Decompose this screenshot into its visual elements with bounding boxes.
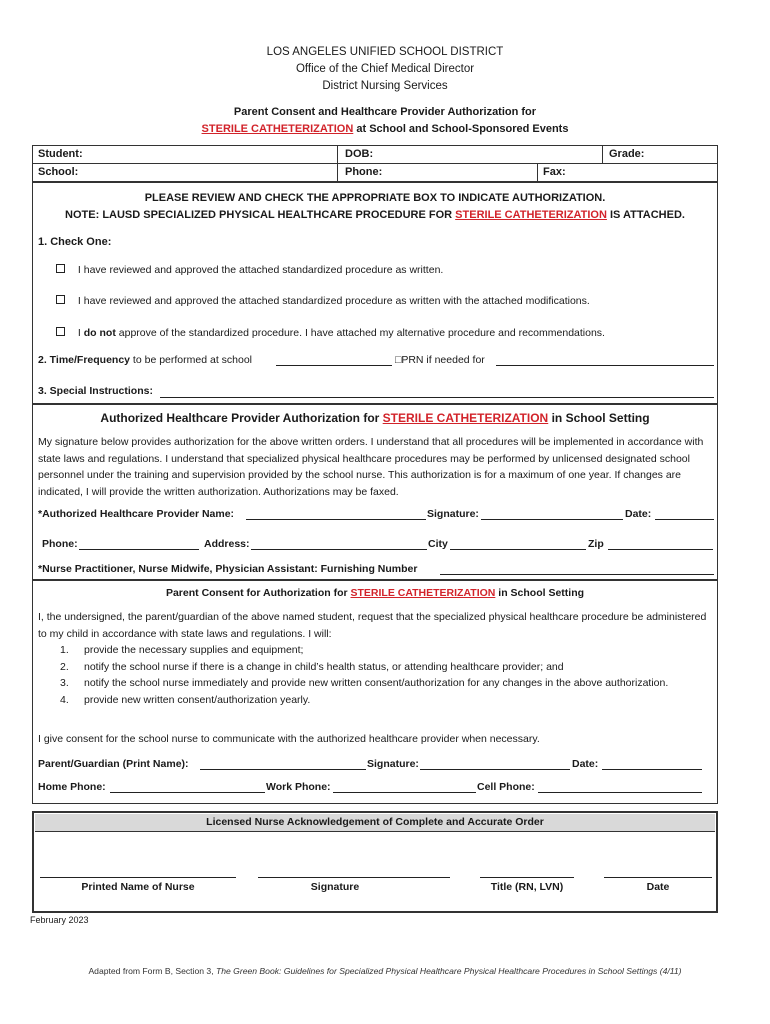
guardian-name-field[interactable] — [200, 758, 366, 770]
procedure-note — [32, 209, 718, 221]
form-title-rest: at School and School-Sponsored Events — [353, 123, 569, 135]
student-label: Student: — [38, 148, 83, 160]
list-item — [60, 692, 710, 709]
option-not-approved — [56, 327, 605, 339]
parent-heading-procedure: STERILE CATHETERIZATION — [350, 587, 496, 599]
provider-city-label: City — [428, 538, 448, 550]
list-item-text: notify the school nurse if there is a change in child’s health status, or attending healthcare provider; and — [84, 660, 564, 673]
provider-address-field[interactable] — [251, 538, 427, 550]
special-instructions-field[interactable] — [160, 386, 714, 398]
list-item-text: provide new written consent/authorization yearly. — [84, 693, 311, 706]
adapted-from-note — [0, 966, 770, 976]
time-frequency-field[interactable] — [276, 354, 392, 366]
provider-heading-prefix: Authorized Healthcare Provider Authorization for — [100, 411, 383, 425]
nurse-heading: Licensed Nurse Acknowledgement of Complete and Accurate Order — [206, 816, 544, 828]
adapted-source-title: The Green Book: Guidelines for Specialized Physical Healthcare Physical Healthcare Procedures in School Settings (4/11) — [215, 966, 682, 976]
list-item-number: 2. — [60, 660, 69, 673]
list-item-number: 4. — [60, 693, 69, 706]
not-approved-prefix: I — [77, 327, 84, 339]
services-name: District Nursing Services — [322, 80, 448, 92]
provider-phone-label: Phone: — [42, 538, 78, 550]
parent-heading — [32, 587, 718, 599]
guardian-name-label: Parent/Guardian (Print Name): — [38, 758, 189, 770]
guardian-signature-label: Signature: — [367, 758, 419, 770]
signature-caption: Signature — [310, 881, 360, 893]
form-title-line2 — [0, 121, 770, 138]
note-prefix: NOTE: LAUSD SPECIALIZED PHYSICAL HEALTHCARE PROCEDURE FOR — [65, 209, 456, 221]
list-item — [60, 659, 710, 676]
nurse-printed-name-field[interactable] — [40, 866, 236, 878]
provider-heading-suffix: in School Setting — [548, 411, 650, 425]
dob-label: DOB: — [345, 148, 374, 160]
prn-field[interactable] — [496, 354, 714, 366]
list-item-text: notify the school nurse immediately and provide new written consent/authorization for any changes in the above authorization. — [84, 677, 669, 689]
parent-heading-suffix: in School Setting — [495, 587, 585, 599]
not-approved-bold: do not — [83, 327, 116, 339]
provider-signature-label: Signature: — [427, 508, 479, 520]
title-caption: Title (RN, LVN) — [490, 881, 564, 893]
provider-paragraph: My signature below provides authorization for the above written orders. I understand that all procedures will be implemented in accordance with state laws and regulations. I understand that specialized physical healthcare procedures may be performed by unlicensed designated school personnel under the training and supervision provided by the school nurse. This authorization is for a maximum of one year. If changes are indicated, I will provide the written authorization. Authorizations may be faxed. — [38, 436, 704, 498]
date-caption: Date — [646, 881, 670, 893]
cell-phone-label: Cell Phone: — [477, 781, 535, 793]
time-label: 2. Time/Frequency — [38, 354, 131, 366]
time-rest: to be performed at school — [130, 354, 253, 366]
home-phone-field[interactable] — [110, 781, 265, 793]
special-instructions-label: 3. Special Instructions: — [38, 385, 153, 397]
parent-intro: I, the undersigned, the parent/guardian of the above named student, request that the specialized physical healthcare procedure be administered to my child in accordance with state laws and regulations. I will: — [38, 611, 707, 640]
consent-statement: I give consent for the school nurse to communicate with the authorized healthcare provider when necessary. — [38, 733, 540, 745]
form-title-line1: Parent Consent and Healthcare Provider Authorization for — [233, 106, 537, 118]
printed-name-caption: Printed Name of Nurse — [81, 881, 195, 893]
list-item-number: 3. — [60, 677, 69, 689]
office-name: Office of the Chief Medical Director — [295, 63, 475, 75]
provider-date-label: Date: — [625, 508, 652, 520]
check-one-label: 1. Check One: — [38, 236, 112, 248]
review-instruction: PLEASE REVIEW AND CHECK THE APPROPRIATE BOX TO INDICATE AUTHORIZATION. — [144, 192, 606, 204]
cell-phone-field[interactable] — [538, 781, 702, 793]
modified-checkbox[interactable] — [56, 295, 65, 304]
note-procedure: STERILE CATHETERIZATION — [455, 209, 607, 221]
provider-phone-field[interactable] — [79, 538, 199, 550]
not-approved-suffix: approve of the standardized procedure. I have attached my alternative procedure and recommendations. — [115, 327, 605, 339]
option-modified — [56, 295, 590, 307]
parent-obligations-list — [60, 642, 710, 708]
provider-heading-procedure: STERILE CATHETERIZATION — [382, 411, 549, 425]
list-item — [60, 675, 710, 692]
provider-city-field[interactable] — [450, 538, 586, 550]
approved-text: I have reviewed and approved the attached standardized procedure as written. — [77, 264, 444, 276]
list-item — [60, 642, 710, 659]
form-date: February 2023 — [30, 915, 89, 925]
fax-label: Fax: — [543, 166, 566, 178]
form-title-procedure: STERILE CATHETERIZATION — [201, 123, 354, 135]
modified-text: I have reviewed and approved the attached standardized procedure as written with the attached modifications. — [77, 295, 590, 307]
work-phone-label: Work Phone: — [266, 781, 331, 793]
provider-signature-field[interactable] — [481, 508, 623, 520]
provider-zip-field[interactable] — [608, 538, 713, 550]
provider-zip-label: Zip — [588, 538, 604, 550]
note-suffix: IS ATTACHED. — [606, 209, 685, 221]
home-phone-label: Home Phone: — [38, 781, 106, 793]
phone-label: Phone: — [345, 166, 383, 178]
approved-checkbox[interactable] — [56, 264, 65, 273]
list-item-number: 1. — [60, 644, 69, 656]
guardian-date-field[interactable] — [602, 758, 702, 770]
nurse-date-field[interactable] — [604, 866, 712, 878]
document-header — [0, 44, 770, 95]
nurse-signature-field[interactable] — [258, 866, 450, 878]
form-title — [0, 104, 770, 138]
furnishing-number-label: *Nurse Practitioner, Nurse Midwife, Physician Assistant: Furnishing Number — [38, 563, 418, 575]
provider-name-label: *Authorized Healthcare Provider Name: — [38, 508, 235, 520]
prn-label: □PRN if needed for — [395, 354, 485, 366]
provider-heading — [32, 411, 718, 425]
adapted-prefix: Adapted from Form B, Section 3, — [88, 966, 216, 976]
time-frequency-row — [38, 354, 252, 366]
guardian-date-label: Date: — [572, 758, 599, 770]
list-item-text: provide the necessary supplies and equipment; — [84, 644, 304, 656]
provider-date-field[interactable] — [655, 508, 714, 520]
provider-address-label: Address: — [204, 538, 250, 550]
provider-name-field[interactable] — [246, 508, 426, 520]
nurse-title-field[interactable] — [480, 866, 574, 878]
grade-label: Grade: — [609, 148, 645, 160]
parent-heading-prefix: Parent Consent for Authorization for — [165, 587, 351, 599]
work-phone-field[interactable] — [333, 781, 476, 793]
district-name: LOS ANGELES UNIFIED SCHOOL DISTRICT — [266, 46, 504, 58]
school-label: School: — [38, 166, 79, 178]
guardian-signature-field[interactable] — [420, 758, 570, 770]
furnishing-number-field[interactable] — [440, 563, 714, 575]
option-approved — [56, 264, 443, 276]
not-approved-checkbox[interactable] — [56, 327, 65, 336]
